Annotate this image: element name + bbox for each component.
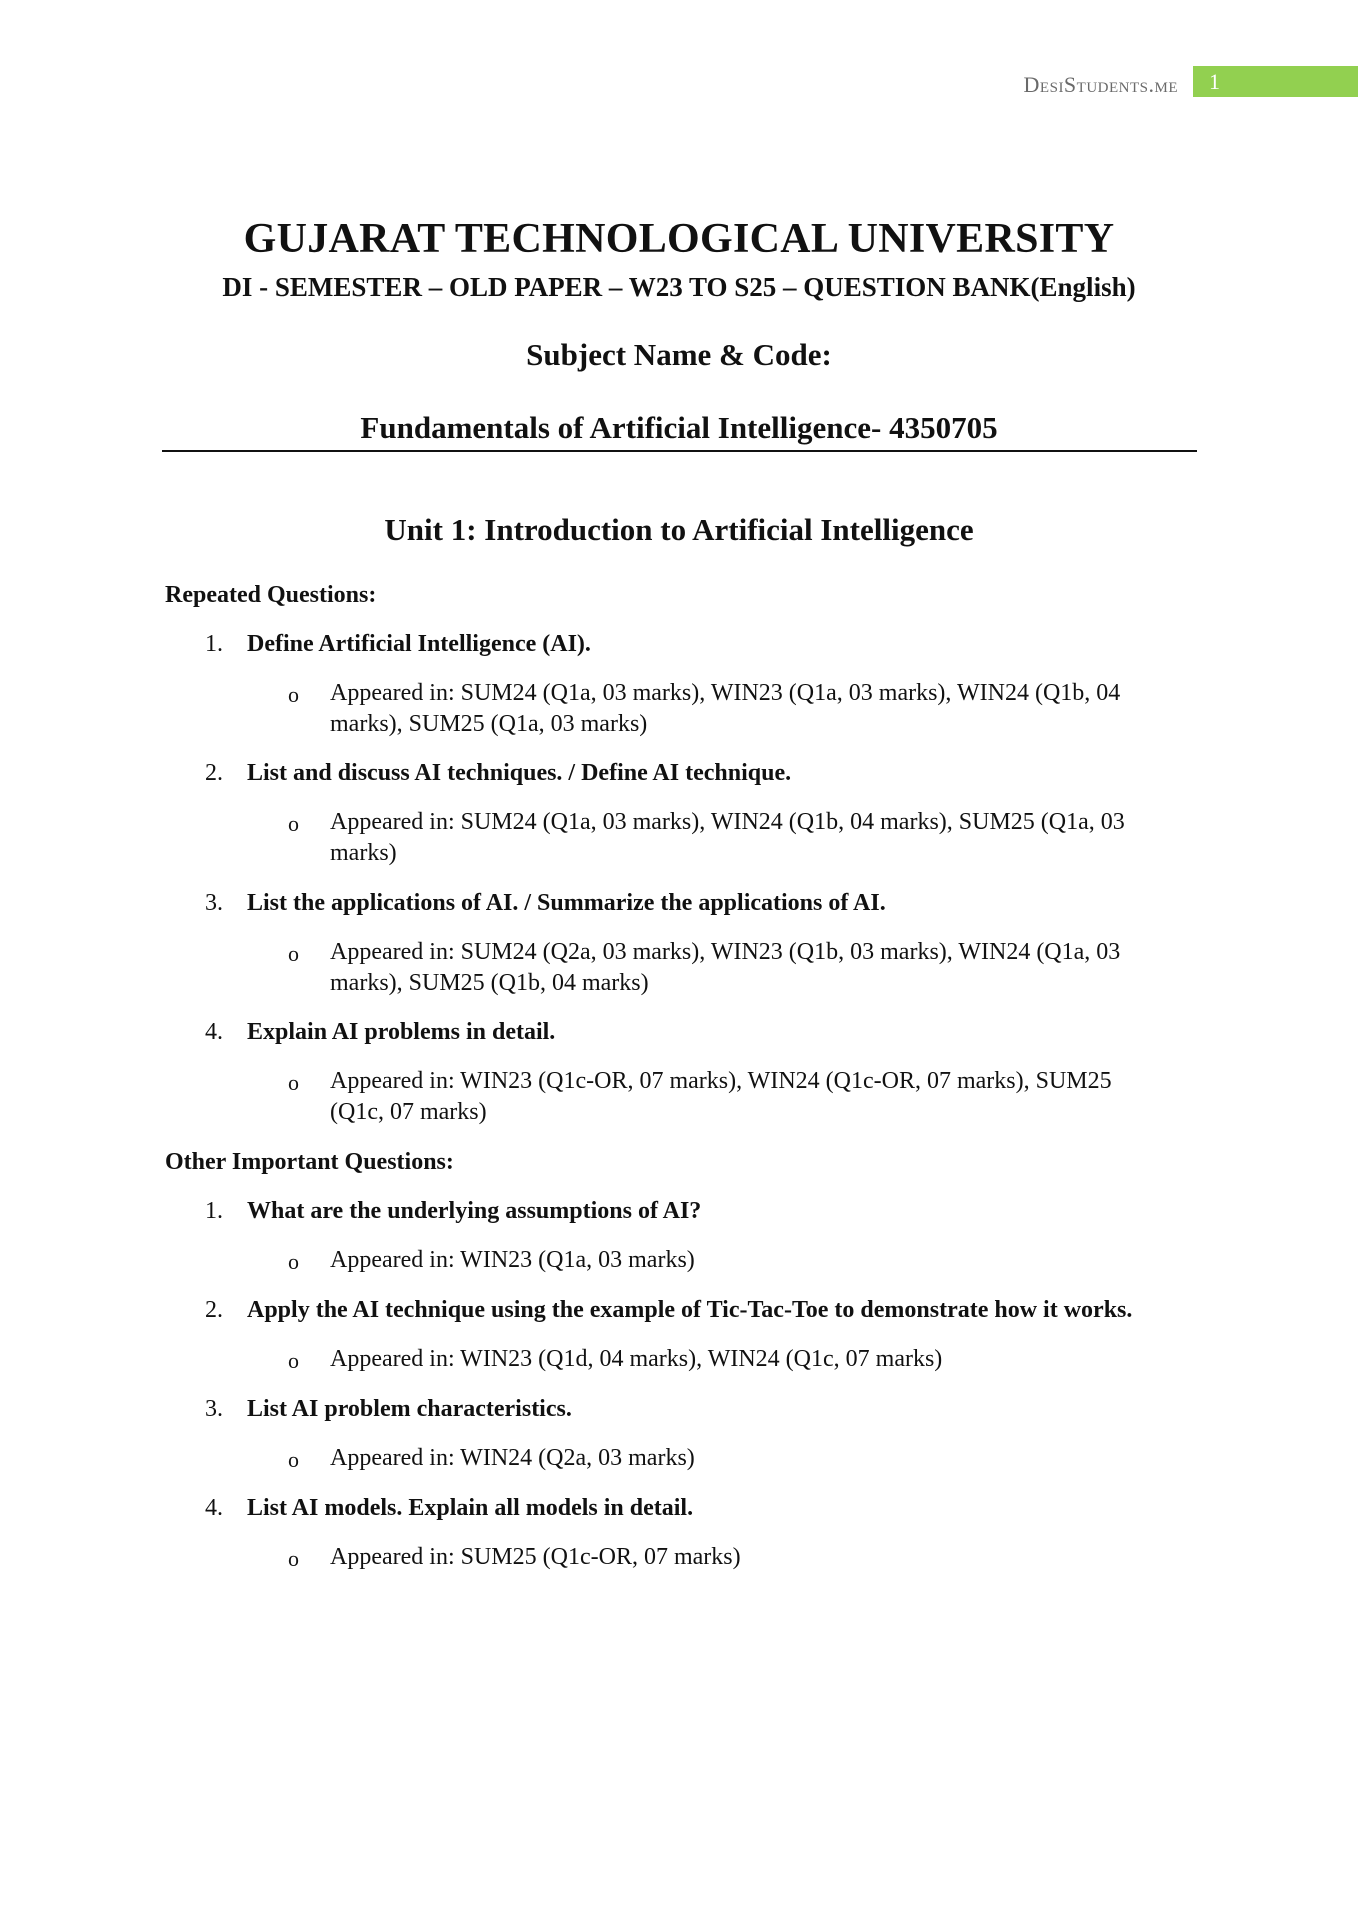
appeared-in-text: Appeared in: WIN23 (Q1c-OR, 07 marks), WIN24 (Q1c-OR, 07 marks), SUM25 (Q1c, 07 marks) bbox=[330, 1068, 1112, 1125]
appeared-in-text: Appeared in: SUM25 (Q1c-OR, 07 marks) bbox=[330, 1544, 741, 1570]
question-number: 1. bbox=[205, 631, 223, 657]
question-number: 4. bbox=[205, 1019, 223, 1045]
question-text: What are the underlying assumptions of AI? bbox=[247, 1198, 702, 1224]
subject-label: Subject Name & Code: bbox=[526, 337, 832, 372]
appeared-in-text: Appeared in: WIN24 (Q2a, 03 marks) bbox=[330, 1445, 695, 1471]
bullet-icon: o bbox=[288, 1447, 299, 1472]
bullet-icon: o bbox=[288, 1348, 299, 1373]
appeared-in-text: Appeared in: SUM24 (Q2a, 03 marks), WIN23 (Q1b, 03 marks), WIN24 (Q1a, 03 marks), SUM25 (Q1b, 04 marks) bbox=[330, 939, 1121, 996]
page-number-badge: 1 bbox=[1193, 66, 1358, 97]
other-section-label: Other Important Questions: bbox=[165, 1149, 454, 1175]
question-number: 1. bbox=[205, 1198, 223, 1224]
document-subtitle: DI - SEMESTER – OLD PAPER – W23 TO S25 – QUESTION BANK(English) bbox=[222, 272, 1136, 302]
appeared-in-text: Appeared in: WIN23 (Q1d, 04 marks), WIN24 (Q1c, 07 marks) bbox=[330, 1346, 943, 1372]
question-number: 2. bbox=[205, 1297, 223, 1323]
appeared-in-text: Appeared in: SUM24 (Q1a, 03 marks), WIN23 (Q1a, 03 marks), WIN24 (Q1b, 04 marks), SUM25 (Q1a, 03 marks) bbox=[330, 680, 1121, 737]
document-title: GUJARAT TECHNOLOGICAL UNIVERSITY bbox=[243, 216, 1115, 262]
question-text: List AI problem characteristics. bbox=[247, 1396, 572, 1422]
question-text: List and discuss AI techniques. / Define AI technique. bbox=[247, 760, 792, 786]
unit-heading: Unit 1: Introduction to Artificial Intelligence bbox=[384, 512, 974, 547]
question-number: 3. bbox=[205, 1396, 223, 1422]
repeated-section-label: Repeated Questions: bbox=[165, 582, 377, 608]
question-number: 2. bbox=[205, 760, 223, 786]
subject-name: Fundamentals of Artificial Intelligence- 4350705 bbox=[360, 410, 998, 445]
question-text: Define Artificial Intelligence (AI). bbox=[247, 631, 591, 657]
bullet-icon: o bbox=[288, 1546, 299, 1571]
question-text: Explain AI problems in detail. bbox=[247, 1019, 556, 1045]
question-number: 4. bbox=[205, 1495, 223, 1521]
question-text: List AI models. Explain all models in detail. bbox=[247, 1495, 694, 1521]
bullet-icon: o bbox=[288, 1070, 299, 1095]
appeared-in-text: Appeared in: SUM24 (Q1a, 03 marks), WIN24 (Q1b, 04 marks), SUM25 (Q1a, 03 marks) bbox=[330, 809, 1125, 866]
bullet-icon: o bbox=[288, 1249, 299, 1274]
bullet-icon: o bbox=[288, 811, 299, 836]
question-text: Apply the AI technique using the example of Tic-Tac-Toe to demonstrate how it works. bbox=[247, 1297, 1133, 1323]
question-number: 3. bbox=[205, 890, 223, 916]
bullet-icon: o bbox=[288, 682, 299, 707]
title-divider bbox=[162, 450, 1197, 452]
appeared-in-text: Appeared in: WIN23 (Q1a, 03 marks) bbox=[330, 1247, 695, 1273]
question-text: List the applications of AI. / Summarize the applications of AI. bbox=[247, 890, 886, 916]
header-site-name: DesiStudents.me bbox=[1023, 72, 1178, 97]
bullet-icon: o bbox=[288, 941, 299, 966]
